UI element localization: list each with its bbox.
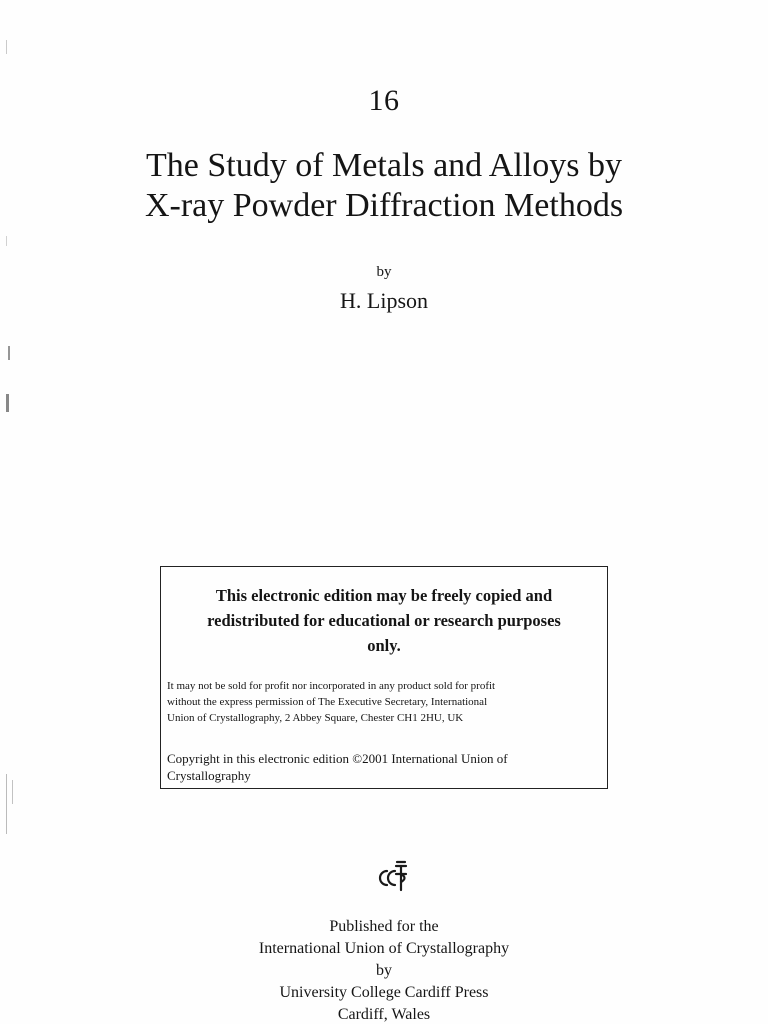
publisher-line: Cardiff, Wales	[337, 1006, 431, 1023]
publisher-block	[0, 916, 768, 1026]
chapter-title	[0, 146, 768, 226]
publisher-line: International Union of Crystallography	[258, 940, 510, 957]
notice-headline-line: only.	[367, 636, 401, 655]
chapter-number: 16	[368, 84, 400, 117]
restriction-line: It may not be sold for profit nor incorporated in any product sold for profit	[167, 680, 496, 692]
chapter-title-line-1: The Study of Metals and Alloys by	[146, 147, 622, 184]
notice-headline	[161, 583, 607, 658]
restriction-line: Union of Crystallography, 2 Abbey Square, Chester CH1 2HU, UK	[167, 712, 464, 724]
scan-mark	[6, 774, 7, 834]
notice-headline-line: redistributed for educational or research purposes	[207, 611, 561, 630]
chapter-title-line-2: X-ray Powder Diffraction Methods	[144, 187, 624, 224]
scan-mark	[12, 780, 13, 804]
scan-mark	[8, 346, 10, 360]
byline-by: by	[376, 264, 392, 280]
copyright-line: Crystallography	[167, 768, 251, 783]
publisher-line: University College Cardiff Press	[279, 984, 489, 1001]
notice-headline-line: This electronic edition may be freely copied and	[215, 586, 553, 605]
publisher-line: by	[376, 962, 392, 979]
iucr-logo-icon	[374, 860, 412, 894]
restriction-line: without the express permission of The Executive Secretary, International	[167, 696, 488, 708]
publisher-line: Published for the	[329, 918, 439, 935]
scan-mark	[6, 236, 7, 246]
scan-mark	[6, 394, 9, 412]
distribution-notice-box	[160, 566, 608, 789]
scan-mark	[6, 40, 7, 54]
copyright-line: Copyright in this electronic edition ©2001 International Union of	[167, 751, 508, 766]
author-name: H. Lipson	[340, 288, 428, 313]
